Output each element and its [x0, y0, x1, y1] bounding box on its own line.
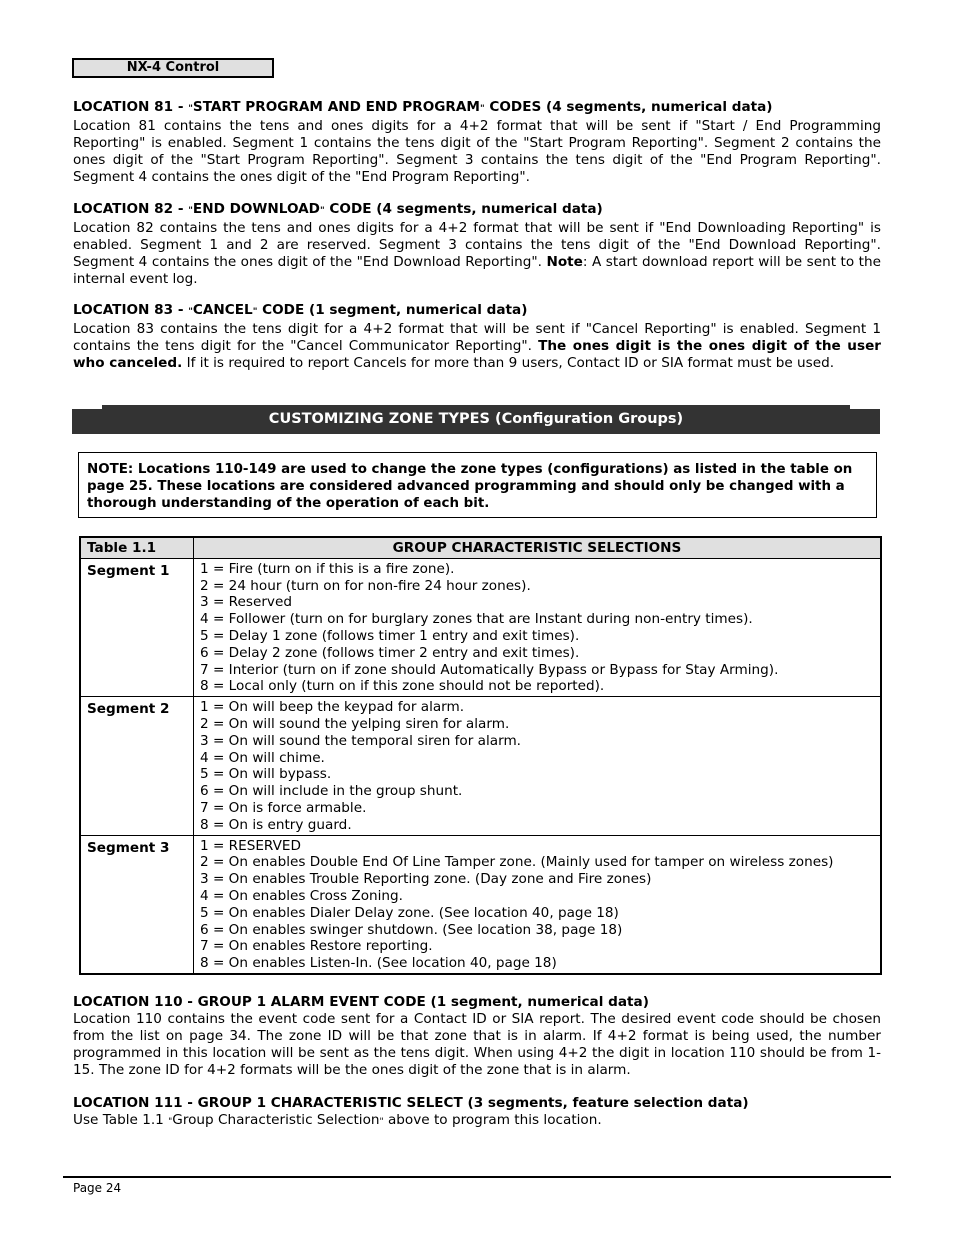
location-83-title: LOCATION 83 - "CANCEL" CODE (1 segment, numerical data) — [73, 302, 528, 318]
location-83-section — [73, 302, 881, 372]
list-item: 8 = On is entry guard. — [200, 816, 352, 833]
list-item: 2 = On will sound the yelping siren for alarm. — [200, 715, 510, 732]
location-81-title: LOCATION 81 - "START PROGRAM AND END PROGRAM" CODES (4 segments, numerical data) — [73, 99, 773, 115]
list-item: 1 = RESERVED — [200, 837, 301, 854]
list-item: 3 = On enables Trouble Reporting zone. (Day zone and Fire zones) — [200, 871, 652, 888]
section-banner: CUSTOMIZING ZONE TYPES (Configuration Groups) — [72, 405, 880, 434]
segment-label: Segment 2 — [80, 697, 194, 835]
note-label: Note — [546, 254, 583, 270]
document-header-label: NX-4 Control — [72, 58, 274, 78]
segment-items — [194, 835, 882, 974]
footer-divider — [63, 1176, 891, 1178]
list-item: 3 = On will sound the temporal siren for alarm. — [200, 732, 522, 749]
list-item: 5 = Delay 1 zone (follows timer 1 entry and exit times). — [200, 627, 580, 644]
table-row — [80, 697, 881, 835]
location-110-section — [73, 994, 881, 1079]
list-item: 1 = Fire (turn on if this is a fire zone). — [200, 560, 455, 577]
location-81-body: Location 81 contains the tens and ones digits for a 4+2 format that will be sent if "Start / End Programming Reporting" is enabled. Segment 1 contains the tens digit of the "Start Program Reporting". Segment 2 contains the ones digit of the "Start Program Reporting". Segment 3 contains the tens digit of the "End Program Reporting". Segment 4 contains the ones digit of the "End Program Reporting". — [73, 118, 881, 185]
list-item: 7 = On is force armable. — [200, 799, 367, 816]
list-item: 8 = Local only (turn on if this zone should not be reported). — [200, 678, 605, 695]
segment-items — [194, 558, 882, 696]
table-caption: Table 1.1 — [80, 537, 194, 558]
list-item: 6 = On will include in the group shunt. — [200, 783, 463, 800]
list-item: 2 = On enables Double End Of Line Tamper zone. (Mainly used for tamper on wireless zones) — [200, 854, 834, 871]
list-item: 5 = On enables Dialer Delay zone. (See location 40, page 18) — [200, 904, 619, 921]
list-item: 6 = On enables swinger shutdown. (See location 38, page 18) — [200, 921, 623, 938]
list-item: 3 = Reserved — [200, 594, 292, 611]
list-item: 2 = 24 hour (turn on for non-fire 24 hour zones). — [200, 577, 531, 594]
table-header-row — [80, 537, 881, 558]
segment-items — [194, 697, 882, 835]
list-item: 1 = On will beep the keypad for alarm. — [200, 699, 465, 716]
list-item: 8 = On enables Listen-In. (See location 40, page 18) — [200, 955, 557, 972]
location-82-body: Location 82 contains the tens and ones digits for a 4+2 format that will be sent if "End Downloading Reporting" is enabled. Segment 1 and 2 are reserved. Segment 3 contains the tens digit of the "End Download Reporting". Segment 4 contains the ones digit of the "End Download Reporting". Note: A start download report will be sent to the internal event log. — [73, 220, 881, 287]
location-82-section — [73, 201, 881, 288]
list-item: 7 = Interior (turn on if zone should Automatically Bypass or Bypass for Stay Arming). — [200, 661, 779, 678]
list-item: 4 = On enables Cross Zoning. — [200, 887, 403, 904]
group-characteristic-table — [79, 536, 882, 975]
location-110-title: LOCATION 110 - GROUP 1 ALARM EVENT CODE (1 segment, numerical data) — [73, 994, 649, 1010]
location-111-body: Use Table 1.1 "Group Characteristic Selection" above to program this location. — [73, 1112, 602, 1128]
page-number: Page 24 — [73, 1181, 122, 1195]
list-item: 7 = On enables Restore reporting. — [200, 938, 433, 955]
location-111-section — [73, 1095, 881, 1131]
location-83-body: Location 83 contains the tens digit for a 4+2 format that will be sent if "Cancel Reporting" is enabled. Segment 1 contains the tens digit for the "Cancel Communicator Reporting". The ones digit is the ones digit of the user who canceled. If it is required to report Cancels for more than 9 users, Contact ID or SIA format must be used. — [73, 321, 882, 371]
location-81-section — [73, 99, 881, 186]
segment-label: Segment 3 — [80, 835, 194, 974]
table-heading: GROUP CHARACTERISTIC SELECTIONS — [194, 537, 882, 558]
location-111-title: LOCATION 111 - GROUP 1 CHARACTERISTIC SELECT (3 segments, feature selection data) — [73, 1095, 749, 1111]
table-row — [80, 558, 881, 696]
list-item: 6 = Delay 2 zone (follows timer 2 entry and exit times). — [200, 644, 580, 661]
note-box: NOTE: Locations 110-149 are used to change the zone types (configurations) as listed in the table on page 25. These locations are considered advanced programming and should only be changed with a thorough understanding of the operation of each bit. — [78, 452, 877, 518]
table-row — [80, 835, 881, 974]
location-82-title: LOCATION 82 - "END DOWNLOAD" CODE (4 segments, numerical data) — [73, 201, 603, 217]
list-item: 5 = On will bypass. — [200, 766, 332, 783]
list-item: 4 = On will chime. — [200, 749, 325, 766]
location-110-body: Location 110 contains the event code sent for a Contact ID or SIA report. The desired event code should be chosen from the list on page 34. The zone ID will be that zone that is in alarm. If 4+2 format is being used, the number programmed in this location will be sent as the tens digit. When using 4+2 the digit in location 110 should be from 1-15. The zone ID for 4+2 formats will be the ones digit of the zone that is in alarm. — [73, 1011, 881, 1078]
segment-label: Segment 1 — [80, 558, 194, 696]
list-item: 4 = Follower (turn on for burglary zones that are Instant during non-entry times). — [200, 611, 753, 628]
